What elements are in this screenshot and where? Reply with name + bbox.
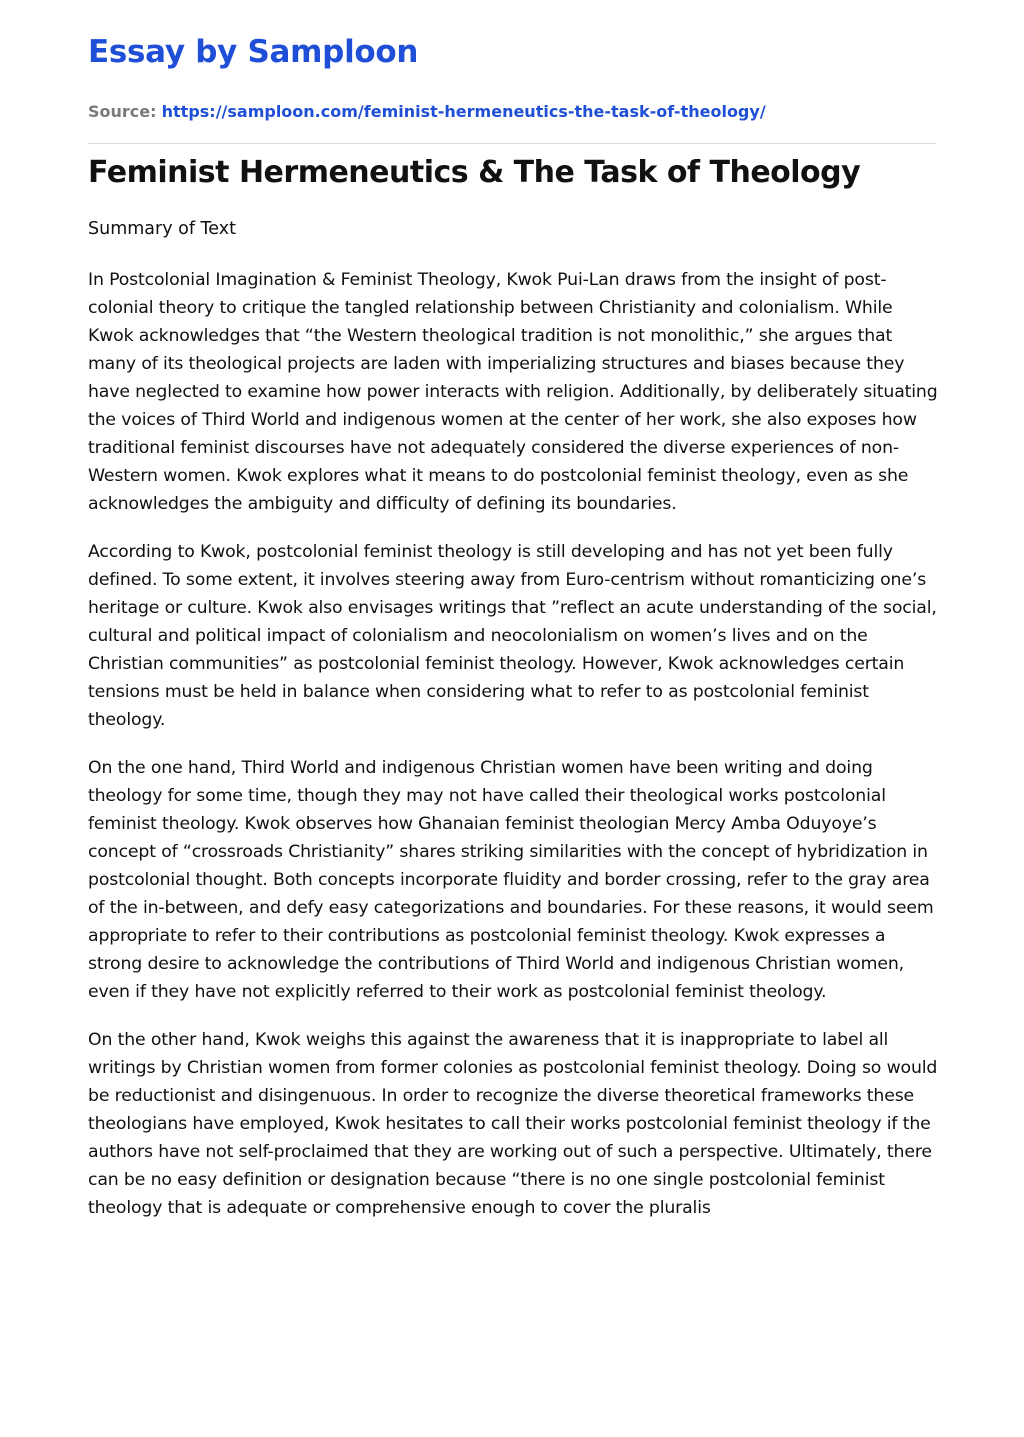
- source-line: [88, 102, 766, 121]
- site-brand[interactable]: Essay by Samploon: [88, 34, 419, 70]
- source-label: Source:: [88, 102, 157, 121]
- article-body: [88, 266, 940, 1242]
- paragraph-4: On the other hand, Kwok weighs this against the awareness that it is inappropriate to label all writings by Christian women from former colonies as postcolonial feminist theology. Doing so would be reductionist and disingenuous. In order to recognize the diverse theoretical frameworks these theologians have employed, Kwok hesitates to call their works postcolonial feminist theology if the authors have not self-proclaimed that they are working out of such a perspective. Ultimately, there can be no easy definition or designation because “there is no one single postcolonial feminist theology that is adequate or comprehensive enough to cover the pluralis: [88, 1030, 938, 1218]
- paragraph-2: According to Kwok, postcolonial feminist theology is still developing and has not yet been fully defined. To some extent, it involves steering away from Euro-centrism without romanticizing one’s heritage or culture. Kwok also envisages writings that ”reflect an acute understanding of the social, cultural and political impact of colonialism and neocolonialism on women’s lives and on the Christian communities” as postcolonial feminist theology. However, Kwok acknowledges certain tensions must be held in balance when considering what to refer to as postcolonial feminist theology.: [88, 542, 937, 730]
- source-link[interactable]: https://samploon.com/feminist-hermeneutics-the-task-of-theology/: [161, 102, 766, 121]
- header-divider: [88, 143, 936, 144]
- paragraph-1: In Postcolonial Imagination & Feminist Theology, Kwok Pui-Lan draws from the insight of post-colonial theory to critique the tangled relationship between Christianity and colonialism. While Kwok acknowledges that “the Western theological tradition is not monolithic,” she argues that many of its theological projects are laden with imperializing structures and biases because they have neglected to examine how power interacts with religion. Additionally, by deliberately situating the voices of Third World and indigenous women at the center of her work, she also exposes how traditional feminist discourses have not adequately considered the diverse experiences of non-Western women. Kwok explores what it means to do postcolonial feminist theology, even as she acknowledges the ambiguity and difficulty of defining its boundaries.: [88, 270, 938, 514]
- article-title: Feminist Hermeneutics & The Task of Theology: [88, 155, 861, 190]
- paragraph-3: On the one hand, Third World and indigenous Christian women have been writing and doing theology for some time, though they may not have called their theological works postcolonial feminist theology. Kwok observes how Ghanaian feminist theologian Mercy Amba Oduyoye’s concept of “crossroads Christianity” shares striking similarities with the concept of hybridization in postcolonial thought. Both concepts incorporate fluidity and border crossing, refer to the gray area of the in-between, and defy easy categorizations and boundaries. For these reasons, it would seem appropriate to refer to their contributions as postcolonial feminist theology. Kwok expresses a strong desire to acknowledge the contributions of Third World and indigenous Christian women, even if they have not explicitly referred to their work as postcolonial feminist theology.: [88, 758, 934, 1002]
- article-subtitle: Summary of Text: [88, 219, 236, 239]
